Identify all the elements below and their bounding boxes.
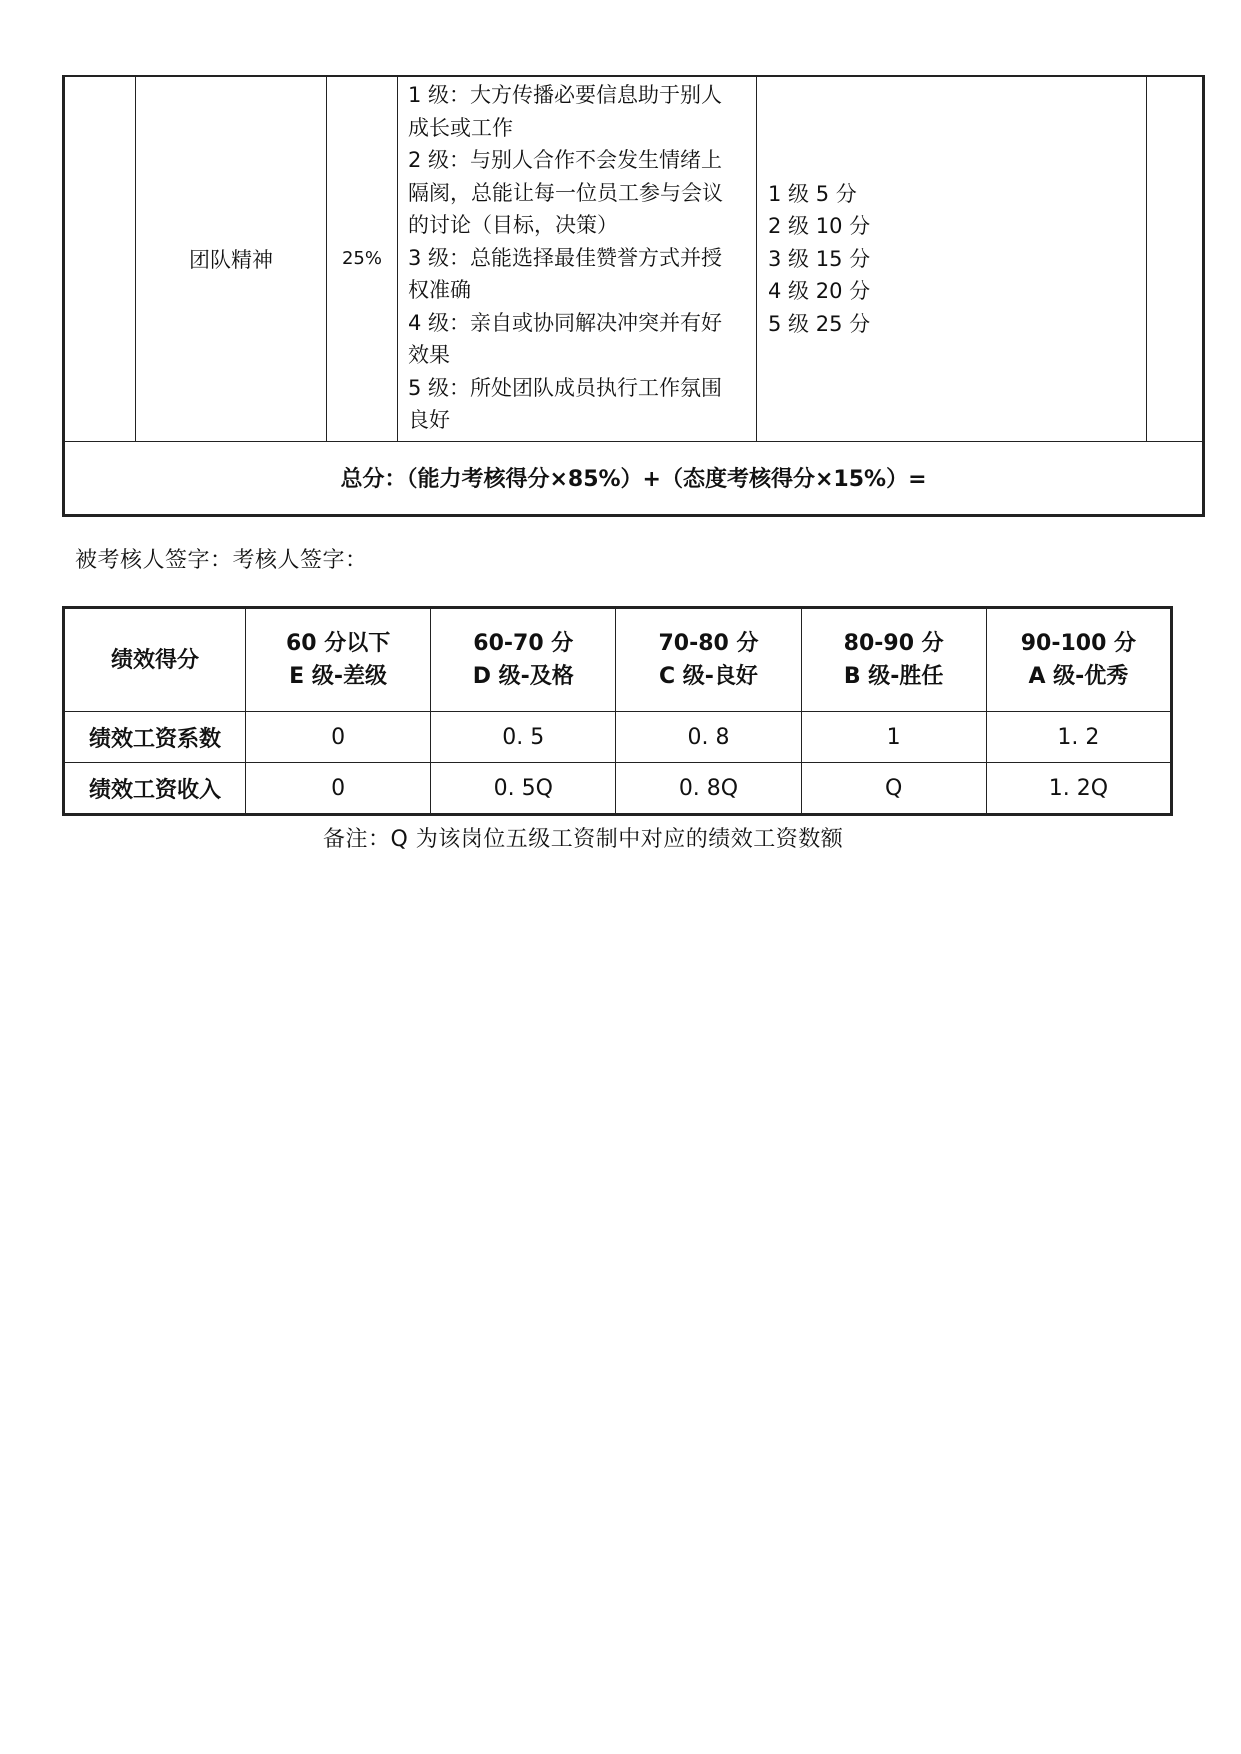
total-formula: 总分：（能力考核得分×85%）+（态度考核得分×15%）= xyxy=(64,441,1204,515)
table-cell: 0. 5Q xyxy=(431,763,616,815)
signature-line: 被考核人签字：考核人签字： xyxy=(75,548,368,573)
criteria-line: 隔阂，总能让每一位员工参与会议 xyxy=(408,180,723,205)
table-cell: 1. 2 xyxy=(986,712,1171,763)
band-range: 70-80 分 xyxy=(658,631,759,656)
score-line: 1 级 5 分 xyxy=(768,181,857,206)
table-cell: 1. 2Q xyxy=(986,763,1171,815)
band-cell xyxy=(616,608,801,712)
coefficient-row xyxy=(64,712,1172,763)
score-line: 2 级 10 分 xyxy=(768,214,871,238)
row-label: 绩效工资收入 xyxy=(64,763,246,815)
weight-cell: 25% xyxy=(327,76,398,441)
table-cell: 0 xyxy=(246,763,431,815)
criteria-line: 效果 xyxy=(408,343,450,367)
criteria-line: 良好 xyxy=(408,408,450,432)
band-range: 90-100 分 xyxy=(1020,631,1137,656)
band-grade: A 级-优秀 xyxy=(1028,664,1129,689)
appraisal-table xyxy=(62,75,1205,517)
criteria-line: 5 级：所处团队成员执行工作氛围 xyxy=(408,375,723,400)
band-cell xyxy=(986,608,1171,712)
criteria-line: 2 级：与别人合作不会发生情绪上 xyxy=(408,148,723,172)
blank-cell xyxy=(64,76,136,441)
total-row xyxy=(64,441,1204,515)
table-cell: 0. 8 xyxy=(616,712,801,763)
table-cell: 0. 5 xyxy=(431,712,616,763)
band-cell xyxy=(431,608,616,712)
band-grade: E 级-差级 xyxy=(289,664,387,689)
criteria-line: 成长或工作 xyxy=(408,115,513,140)
band-range: 80-90 分 xyxy=(843,631,944,656)
score-line: 3 级 15 分 xyxy=(768,246,871,271)
header-label: 绩效得分 xyxy=(64,608,246,712)
criteria-line: 1 级：大方传播必要信息助于别人 xyxy=(408,83,723,107)
table-cell: 1 xyxy=(801,712,986,763)
row-label: 绩效工资系数 xyxy=(64,712,246,763)
band-range: 60 分以下 xyxy=(285,631,391,656)
performance-header-row xyxy=(64,608,1172,712)
note-text: 备注：Q 为该岗位五级工资制中对应的绩效工资数额 xyxy=(323,827,844,852)
band-grade: B 级-胜任 xyxy=(843,664,944,689)
score-line: 5 级 25 分 xyxy=(768,311,871,336)
criteria-line: 4 级：亲自或协同解决冲突并有好 xyxy=(408,310,723,335)
criteria-line: 3 级：总能选择最佳赞誉方式并授 xyxy=(408,245,723,270)
band-grade: D 级-及格 xyxy=(472,664,574,689)
band-range: 60-70 分 xyxy=(473,631,574,656)
blank-cell xyxy=(1147,76,1204,441)
table-cell: 0 xyxy=(246,712,431,763)
score-cell xyxy=(757,76,1147,441)
criteria-cell xyxy=(398,76,757,441)
table-cell: Q xyxy=(801,763,986,815)
criteria-line: 的讨论（目标，决策） xyxy=(408,213,618,237)
band-cell xyxy=(246,608,431,712)
income-row xyxy=(64,763,1172,815)
score-line: 4 级 20 分 xyxy=(768,279,871,303)
band-grade: C 级-良好 xyxy=(659,664,758,689)
criteria-line: 权准确 xyxy=(408,278,471,302)
band-cell xyxy=(801,608,986,712)
team-spirit-row xyxy=(64,76,1204,441)
table-cell: 0. 8Q xyxy=(616,763,801,815)
item-name-cell: 团队精神 xyxy=(136,76,327,441)
performance-table xyxy=(62,606,1173,816)
